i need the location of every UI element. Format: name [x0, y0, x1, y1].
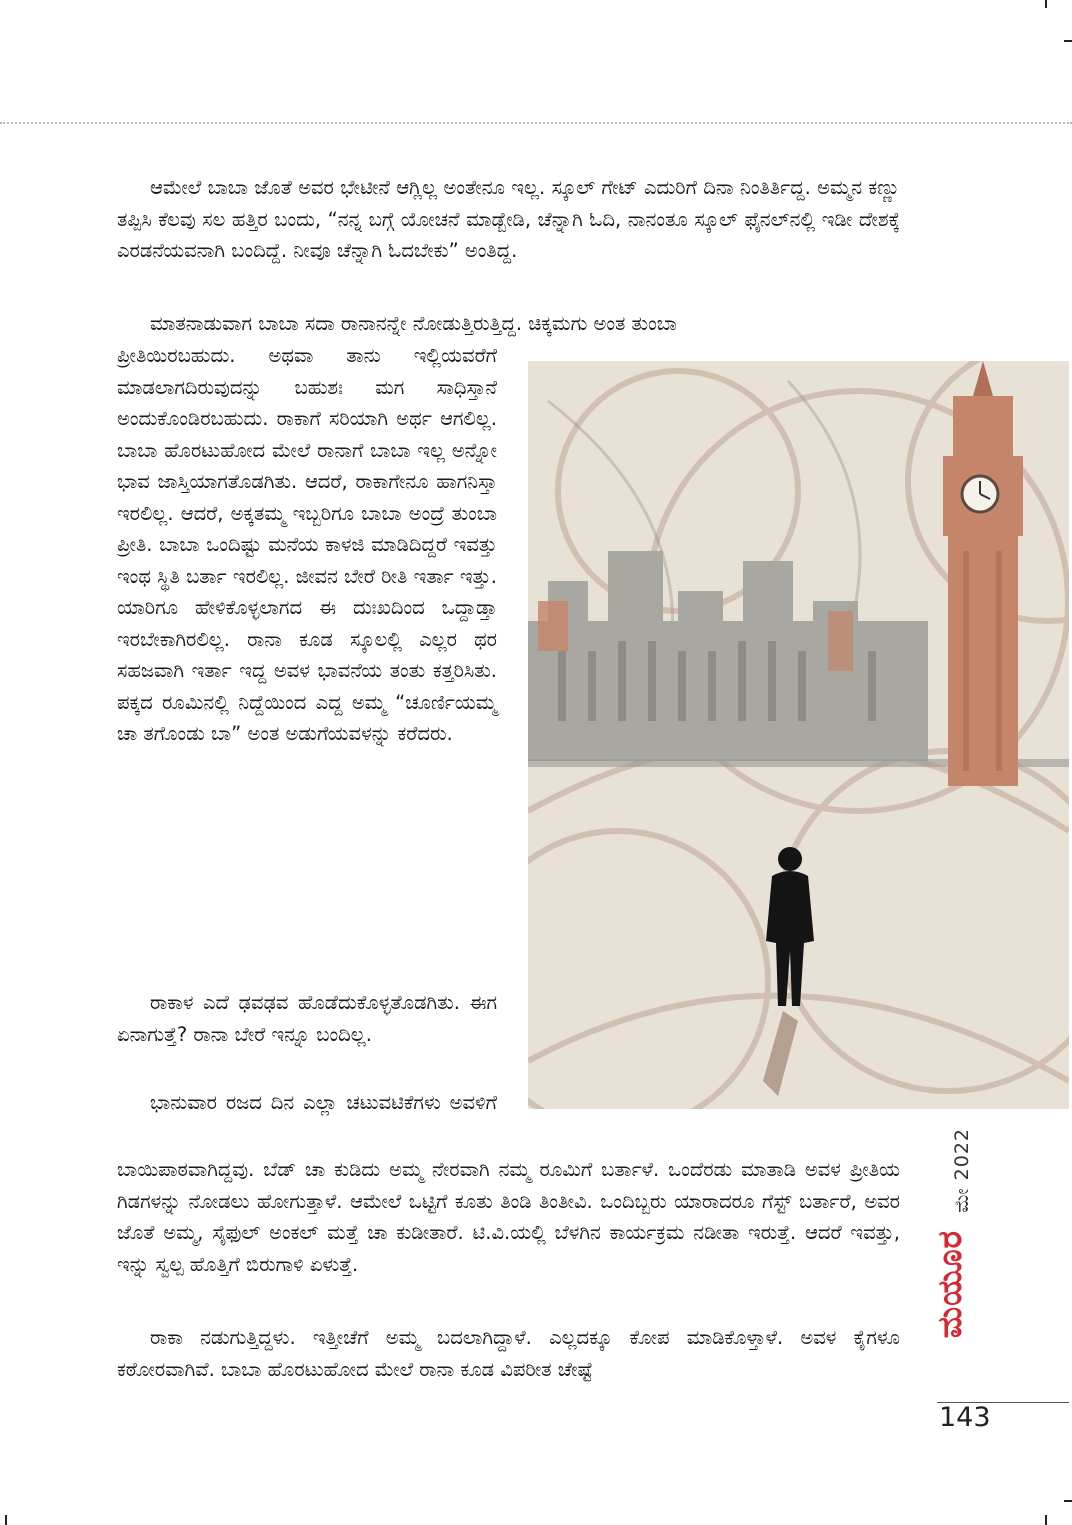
building-tower: [608, 551, 663, 621]
tower-shaft: [948, 536, 1018, 786]
paragraph-2-intro: ಮಾತನಾಡುವಾಗ ಬಾಬಾ ಸದಾ ರಾನಾನನ್ನೇ ನೋಡುತ್ತಿರುತ್ತಿದ್ದ. ಚಿಕ್ಕಮಗು ಅಂತ ತುಂಬಾ: [150, 312, 677, 335]
building-brick-patch: [828, 611, 853, 671]
paragraph-3: ರಾಕಾಳ ಎದೆ ಢವಢವ ಹೊಡೆದುಕೊಳ್ಳತೊಡಗಿತು. ಈಗ ಏನಾಗುತ್ತೆ? ರಾನಾ ಬೇರೆ ಇನ್ನೂ ಬಂದಿಲ್ಲ.: [117, 991, 497, 1046]
crop-mark-top: [1045, 0, 1047, 8]
illustration-svg: [528, 361, 1069, 1109]
building-tower: [678, 591, 723, 621]
paragraph-2-column: ಪ್ರೀತಿಯಿರಬಹುದು. ಅಥವಾ ತಾನು ಇಲ್ಲಿಯವರೆಗೆ ಮಾಡಲಾಗದಿರುವುದನ್ನು ಬಹುಶಃ ಮಗ ಸಾಧಿಸ್ತಾನೆ ಅಂದುಕೊಂಡಿರಬಹುದು. ರಾಕಾಗೆ ಸರಿಯಾಗಿ ಅರ್ಥ ಆಗಲಿಲ್ಲ. ಬಾಬಾ ಹೊರಟುಹೋದ ಮೇಲೆ ರಾನಾಗೆ ಬಾಬಾ ಇಲ್ಲ ಅನ್ನೋ ಭಾವ ಜಾಸ್ತಿಯಾಗತೊಡಗಿತು. ಆದರೆ, ರಾಕಾಗೇನೂ ಹಾಗನಿಸ್ತಾ ಇರಲಿಲ್ಲ. ಆದರೆ, ಅಕ್ಕತಮ್ಮ ಇಬ್ಬರಿಗೂ ಬಾಬಾ ಅಂದ್ರೆ ತುಂಬಾ ಪ್ರೀತಿ. ಬಾಬಾ ಒಂದಿಷ್ಟು ಮನೆಯ ಕಾಳಜಿ ಮಾಡಿದಿದ್ದರೆ ಇವತ್ತು ಇಂಥ ಸ್ಥಿತಿ ಬರ್ತಾ ಇರಲಿಲ್ಲ. ಜೀವನ ಬೇರೆ ರೀತಿ ಇರ್ತಾ ಇತ್ತು. ಯಾರಿಗೂ ಹೇಳಿಕೊಳ್ಳಲಾಗದ ಈ ದುಃಖದಿಂದ ಒದ್ದಾಡ್ತಾ ಇರಬೇಕಾಗಿರಲಿಲ್ಲ. ರಾನಾ ಕೂಡ ಸ್ಕೂಲಲ್ಲಿ ಎಲ್ಲರ ಥರ ಸಹಜವಾಗಿ ಇರ್ತಾ ಇದ್ದ ಅವಳ ಭಾವನೆಯ ತಂತು ಕತ್ತರಿಸಿತು. ಪಕ್ಕದ ರೂಮಿನಲ್ಲಿ ನಿದ್ದೆಯಿಂದ ಎದ್ದ ಅಮ್ಮ “ಚೂರ್ಣಿಯಮ್ಮ ಚಾ ತಗೊಂಡು ಬಾ” ಅಂತ ಅಡುಗೆಯವಳನ್ನು ಕರೆದರು.: [117, 344, 497, 745]
window: [648, 641, 656, 721]
magazine-logo: ಮಯೂರ: [930, 1230, 969, 1339]
window: [868, 651, 876, 721]
window: [618, 641, 626, 721]
figure-head: [778, 847, 802, 871]
tower-shaft-line: [963, 551, 969, 771]
paragraph-4-rest: ಬಾಯಿಪಾಠವಾಗಿದ್ದವು. ಬೆಡ್ ಚಾ ಕುಡಿದು ಅಮ್ಮ ನೇರವಾಗಿ ನಮ್ಮ ರೂಮಿಗೆ ಬರ್ತಾಳೆ. ಒಂದೆರಡು ಮಾತಾಡಿ ಅವಳ ಪ್ರೀತಿಯ ಗಿಡಗಳನ್ನು ನೋಡಲು ಹೋಗುತ್ತಾಳೆ. ಆಮೇಲೆ ಒಟ್ಟಿಗೆ ಕೂತು ತಿಂಡಿ ತಿಂತೀವಿ. ಒಂದಿಬ್ಬರು ಯಾರಾದರೂ ಗೆಸ್ಟ್ ಬರ್ತಾರೆ, ಅವರ ಜೊತೆ ಅಮ್ಮ, ಸೈಫುಲ್ ಅಂಕಲ್ ಮತ್ತೆ ಚಾ ಕುಡೀತಾರೆ. ಟಿ.ವಿ.ಯಲ್ಲಿ ಬೆಳಗಿನ ಕಾರ್ಯಕ್ರಮ ನಡೀತಾ ಇರುತ್ತೆ. ಆದರೆ ಇವತ್ತು, ಇನ್ನು ಸ್ವಲ್ಪ ಹೊತ್ತಿಗೆ ಬಿರುಗಾಳಿ ಏಳುತ್ತೆ.: [117, 1158, 900, 1276]
building-brick-patch: [538, 601, 568, 651]
paragraph-4-column: ಭಾನುವಾರ ರಜದ ದಿನ ಎಲ್ಲಾ ಚಟುವಟಿಕೆಗಳು ಅವಳಿಗೆ: [150, 1091, 497, 1114]
window: [588, 651, 596, 721]
crop-mark-right: [1064, 40, 1072, 42]
crop-mark-bottom-left: [5, 1515, 7, 1525]
issue-date: ಮೇ 2022: [951, 1128, 973, 1213]
tower-top: [953, 396, 1013, 456]
window: [738, 641, 746, 721]
building-tower: [743, 561, 793, 621]
page-number: 143: [939, 1402, 991, 1433]
window: [768, 641, 776, 721]
story-illustration: [528, 361, 1069, 1109]
tower-shaft-line: [996, 551, 1002, 771]
paragraph-1: ಆಮೇಲೆ ಬಾಬಾ ಜೊತೆ ಅವರ ಭೇಟೀನೆ ಆಗ್ಲಿಲ್ಲ ಅಂತೇನೂ ಇಲ್ಲ. ಸ್ಕೂಲ್ ಗೇಟ್ ಎದುರಿಗೆ ದಿನಾ ನಿಂತಿರ್ತಿದ್ದ. ಅಮ್ಮನ ಕಣ್ಣು ತಪ್ಪಿಸಿ ಕೆಲವು ಸಲ ಹತ್ತಿರ ಬಂದು, “ನನ್ನ ಬಗ್ಗೆ ಯೋಚನೆ ಮಾಡ್ಬೇಡಿ, ಚೆನ್ನಾಗಿ ಓದಿ, ನಾನಂತೂ ಸ್ಕೂಲ್ ಫೈನಲ್‌ನಲ್ಲಿ ಇಡೀ ದೇಶಕ್ಕೆ ಎರಡನೆಯವನಾಗಿ ಬಂದಿದ್ದೆ. ನೀವೂ ಚೆನ್ನಾಗಿ ಓದಬೇಕು” ಅಂತಿದ್ದ.: [117, 176, 900, 262]
header-dotted-rule: [0, 122, 1072, 124]
clock-tower: [943, 361, 1023, 786]
paragraph-5: ರಾಕಾ ನಡುಗುತ್ತಿದ್ದಳು. ಇತ್ತೀಚೆಗೆ ಅಮ್ಮ ಬದಲಾಗಿದ್ದಾಳೆ. ಎಲ್ಲದಕ್ಕೂ ಕೋಪ ಮಾಡಿಕೊಳ್ತಾಳೆ. ಅವಳ ಕೈಗಳೂ ಕಠೋರವಾಗಿವೆ. ಬಾಬಾ ಹೊರಟುಹೋದ ಮೇಲೆ ರಾನಾ ಕೂಡ ವಿಪರೀತ ಚೇಷ್ಟೆ: [117, 1326, 900, 1381]
window: [678, 651, 686, 721]
window: [708, 651, 716, 721]
crop-mark-right-bottom: [1064, 1500, 1072, 1502]
crop-mark-bottom-right: [1045, 1515, 1047, 1525]
window: [558, 651, 566, 721]
window: [798, 651, 806, 721]
